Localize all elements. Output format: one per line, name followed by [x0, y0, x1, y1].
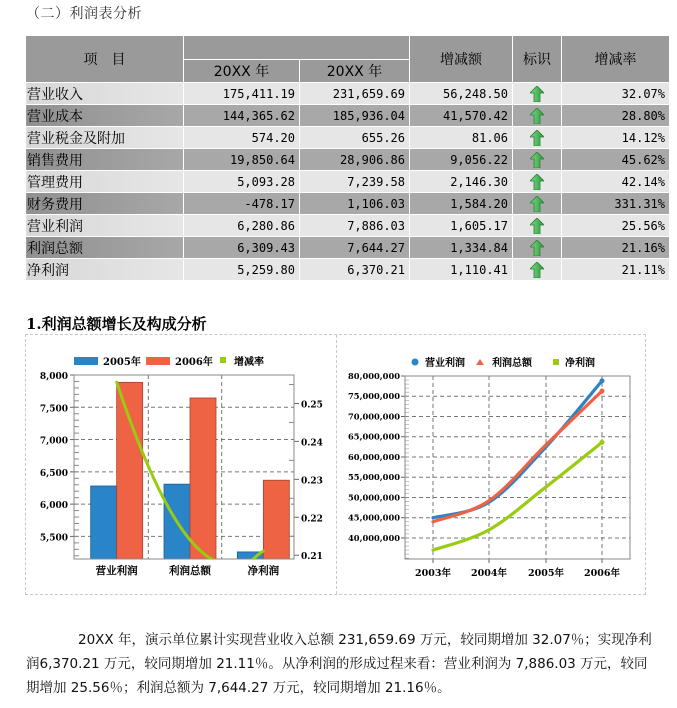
up-arrow-icon — [530, 86, 544, 102]
svg-text:60,000,000: 60,000,000 — [348, 451, 400, 462]
up-arrow-icon — [530, 152, 544, 168]
row-year1: 5,259.80 — [184, 259, 300, 281]
svg-text:净利润: 净利润 — [565, 358, 595, 369]
row-flag — [513, 171, 562, 193]
svg-text:营业利润: 营业利润 — [425, 358, 465, 369]
table-row — [26, 215, 670, 237]
row-name: 管理费用 — [26, 171, 184, 193]
svg-text:0.22: 0.22 — [301, 514, 323, 525]
svg-text:50,000,000: 50,000,000 — [348, 492, 400, 503]
svg-text:利润总额: 利润总额 — [492, 358, 532, 369]
svg-text:5,500: 5,500 — [39, 533, 68, 544]
row-flag — [513, 193, 562, 215]
up-arrow-icon — [530, 174, 544, 190]
row-rate: 28.80% — [562, 105, 670, 127]
header-years-group — [184, 36, 410, 60]
svg-text:增减率: 增减率 — [234, 357, 264, 368]
svg-text:2005年: 2005年 — [103, 357, 141, 368]
row-name: 净利润 — [26, 259, 184, 281]
row-name: 营业税金及附加 — [26, 127, 184, 149]
section-title: （二）利润表分析 — [26, 6, 142, 22]
table-row — [26, 149, 670, 171]
row-rate: 14.12% — [562, 127, 670, 149]
row-change: 2,146.30 — [410, 171, 513, 193]
svg-text:6,000: 6,000 — [39, 501, 68, 512]
row-name: 销售费用 — [26, 149, 184, 171]
svg-text:75,000,000: 75,000,000 — [348, 391, 400, 402]
analysis-text: 20XX 年，演示单位累计实现营业收入总额 231,659.69 万元，较同期增加 32.07％；实现净利润6,370.21 万元，较同期增加 21.11％。从净利润的形成过程来看：营业利润为 7,886.03 万元，较同期增加 25.56％；利润总额为 7,644.27 万元，较同期增加 21.16％。 — [26, 632, 652, 696]
row-year2: 185,936.04 — [300, 105, 410, 127]
row-flag — [513, 149, 562, 171]
analysis-paragraph — [26, 628, 656, 700]
svg-text:2003年: 2003年 — [415, 568, 451, 579]
row-year2: 6,370.21 — [300, 259, 410, 281]
row-year1: 5,093.28 — [184, 171, 300, 193]
profit-table — [25, 35, 670, 281]
row-year2: 7,886.03 — [300, 215, 410, 237]
row-year1: 6,309.43 — [184, 237, 300, 259]
svg-text:40,000,000: 40,000,000 — [348, 532, 400, 543]
row-rate: 331.31% — [562, 193, 670, 215]
up-arrow-icon — [530, 130, 544, 146]
row-change: 1,584.20 — [410, 193, 513, 215]
header-flag: 标识 — [513, 36, 562, 83]
row-rate: 25.56% — [562, 215, 670, 237]
row-name: 营业利润 — [26, 215, 184, 237]
header-item: 项 目 — [26, 36, 184, 83]
row-year2: 7,239.58 — [300, 171, 410, 193]
header-year1: 20XX 年 — [184, 60, 300, 83]
row-flag — [513, 259, 562, 281]
row-name: 财务费用 — [26, 193, 184, 215]
svg-text:净利润: 净利润 — [247, 565, 280, 577]
svg-text:55,000,000: 55,000,000 — [348, 472, 400, 483]
row-year1: 574.20 — [184, 127, 300, 149]
table-row — [26, 193, 670, 215]
row-rate: 42.14% — [562, 171, 670, 193]
header-year2: 20XX 年 — [300, 60, 410, 83]
svg-text:2005年: 2005年 — [528, 568, 564, 579]
row-change: 9,056.22 — [410, 149, 513, 171]
row-name: 营业收入 — [26, 83, 184, 105]
up-arrow-icon — [530, 262, 544, 278]
row-flag — [513, 237, 562, 259]
table-row — [26, 259, 670, 281]
row-year2: 28,906.86 — [300, 149, 410, 171]
row-change: 1,334.84 — [410, 237, 513, 259]
header-change: 增减额 — [410, 36, 513, 83]
row-flag — [513, 105, 562, 127]
svg-text:70,000,000: 70,000,000 — [348, 411, 400, 422]
table-row — [26, 237, 670, 259]
chart-section-title: 1.利润总额增长及构成分析 — [26, 315, 207, 333]
table-row — [26, 83, 670, 105]
row-change: 1,605.17 — [410, 215, 513, 237]
svg-text:7,000: 7,000 — [39, 436, 68, 447]
svg-text:0.25: 0.25 — [301, 400, 323, 411]
svg-text:6,500: 6,500 — [39, 468, 68, 479]
row-rate: 45.62% — [562, 149, 670, 171]
row-rate: 21.16% — [562, 237, 670, 259]
svg-text:利润总额: 利润总额 — [169, 565, 211, 577]
svg-text:80,000,000: 80,000,000 — [348, 371, 400, 381]
header-rate: 增减率 — [562, 36, 670, 83]
svg-text:营业利润: 营业利润 — [95, 565, 138, 577]
svg-text:0.23: 0.23 — [301, 476, 323, 487]
row-change: 56,248.50 — [410, 83, 513, 105]
up-arrow-icon — [530, 196, 544, 212]
table-row — [26, 105, 670, 127]
row-name: 营业成本 — [26, 105, 184, 127]
svg-text:7,500: 7,500 — [39, 404, 68, 415]
row-year1: 175,411.19 — [184, 83, 300, 105]
row-year1: 144,365.62 — [184, 105, 300, 127]
row-change: 81.06 — [410, 127, 513, 149]
row-year2: 1,106.03 — [300, 193, 410, 215]
bar-chart — [26, 335, 336, 594]
svg-text:0.24: 0.24 — [301, 438, 323, 449]
row-year1: 6,280.86 — [184, 215, 300, 237]
row-year2: 231,659.69 — [300, 83, 410, 105]
up-arrow-icon — [530, 108, 544, 124]
row-year2: 655.26 — [300, 127, 410, 149]
charts-container — [25, 334, 646, 595]
row-rate: 21.11% — [562, 259, 670, 281]
row-year2: 7,644.27 — [300, 237, 410, 259]
svg-text:8,000: 8,000 — [39, 372, 68, 382]
up-arrow-icon — [530, 240, 544, 256]
row-name: 利润总额 — [26, 237, 184, 259]
table-row — [26, 127, 670, 149]
row-year1: 19,850.64 — [184, 149, 300, 171]
row-change: 1,110.41 — [410, 259, 513, 281]
up-arrow-icon — [530, 218, 544, 234]
row-change: 41,570.42 — [410, 105, 513, 127]
svg-text:45,000,000: 45,000,000 — [348, 512, 400, 523]
row-flag — [513, 215, 562, 237]
row-flag — [513, 127, 562, 149]
row-year1: -478.17 — [184, 193, 300, 215]
svg-text:2004年: 2004年 — [471, 568, 507, 579]
svg-text:0.21: 0.21 — [301, 552, 323, 563]
svg-text:2006年: 2006年 — [175, 357, 213, 368]
svg-text:65,000,000: 65,000,000 — [348, 431, 400, 442]
row-rate: 32.07% — [562, 83, 670, 105]
line-chart — [336, 335, 645, 594]
table-row — [26, 171, 670, 193]
row-flag — [513, 83, 562, 105]
svg-text:2006年: 2006年 — [584, 568, 620, 579]
